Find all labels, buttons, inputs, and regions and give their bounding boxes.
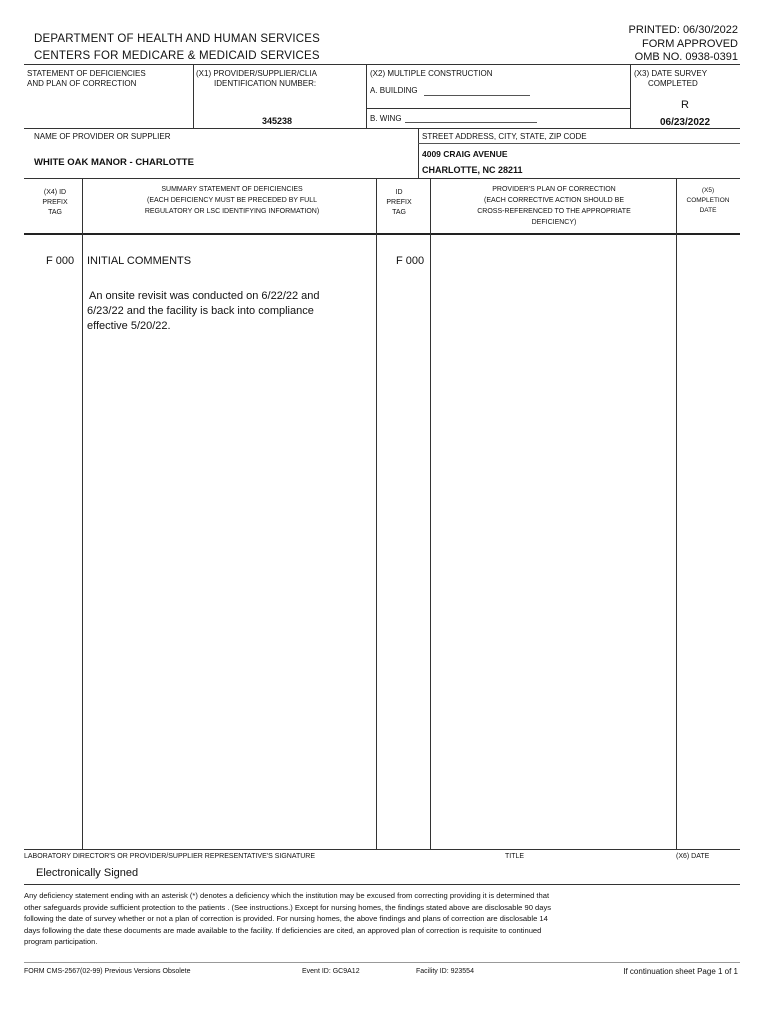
id-header-3: TAG bbox=[392, 209, 406, 216]
printed-date: PRINTED: 06/30/2022 bbox=[628, 24, 738, 36]
centers-name: CENTERS FOR MEDICARE & MEDICAID SERVICES bbox=[34, 50, 320, 62]
address-label: STREET ADDRESS, CITY, STATE, ZIP CODE bbox=[422, 132, 587, 141]
column-divider bbox=[676, 178, 677, 849]
statement-label-2: AND PLAN OF CORRECTION bbox=[27, 79, 137, 88]
x4-header-1: (X4) ID bbox=[43, 189, 67, 196]
provider-label: NAME OF PROVIDER OR SUPPLIER bbox=[34, 132, 171, 141]
disclaimer-line-4: days following the date these documents are made available to the facility. If deficiencies are cited, an approved plan of correction is requisite to continued bbox=[24, 925, 542, 935]
x1-label-1: (X1) PROVIDER/SUPPLIER/CLIA bbox=[196, 69, 317, 78]
page-indicator: If continuation sheet Page 1 of 1 bbox=[623, 967, 738, 976]
disclaimer bbox=[24, 890, 740, 948]
deficiency-text-line-3: effective 5/20/22. bbox=[87, 320, 171, 332]
signature-top-border bbox=[24, 849, 740, 850]
x5-header-2: COMPLETION bbox=[686, 197, 730, 204]
column-divider bbox=[430, 178, 431, 849]
x5-header-3: DATE bbox=[699, 207, 717, 214]
id-header-1: ID bbox=[395, 189, 403, 196]
summary-header-2: (EACH DEFICIENCY MUST BE PRECEDED BY FULL bbox=[147, 197, 317, 204]
omb-number: OMB NO. 0938-0391 bbox=[634, 51, 738, 63]
divider bbox=[366, 108, 630, 109]
id-header-2: PREFIX bbox=[386, 199, 412, 206]
event-id: Event ID: GC9A12 bbox=[302, 968, 360, 975]
statement-label-1: STATEMENT OF DEFICIENCIES bbox=[27, 69, 146, 78]
column-divider bbox=[376, 178, 377, 849]
summary-header-1: SUMMARY STATEMENT OF DEFICIENCIES bbox=[161, 186, 303, 193]
form-top-border bbox=[24, 64, 740, 65]
form-approved: FORM APPROVED bbox=[642, 38, 738, 50]
building-line bbox=[424, 95, 530, 96]
plan-header-1: PROVIDER'S PLAN OF CORRECTION bbox=[492, 186, 616, 193]
survey-completed-date: 06/23/2022 bbox=[659, 117, 711, 128]
city-state-zip: CHARLOTTE, NC 28211 bbox=[422, 165, 523, 175]
divider bbox=[24, 178, 740, 179]
x5-header-1: (X5) bbox=[701, 187, 715, 194]
plan-header-2: (EACH CORRECTIVE ACTION SHOULD BE bbox=[483, 197, 625, 204]
street-address: 4009 CRAIG AVENUE bbox=[422, 149, 508, 159]
column-divider bbox=[82, 178, 83, 849]
facility-id: Facility ID: 923554 bbox=[416, 968, 474, 975]
title-label: TITLE bbox=[505, 853, 525, 860]
provider-name: WHITE OAK MANOR - CHARLOTTE bbox=[34, 157, 194, 168]
survey-status: R bbox=[681, 99, 689, 111]
plan-header-3: CROSS-REFERENCED TO THE APPROPRIATE bbox=[477, 208, 631, 215]
signature-bottom-border bbox=[24, 884, 740, 885]
disclaimer-line-5: program participation. bbox=[24, 937, 98, 946]
divider bbox=[24, 128, 740, 129]
summary-header-3: REGULATORY OR LSC IDENTIFYING INFORMATION) bbox=[144, 208, 320, 215]
deficiency-tag: F 000 bbox=[46, 255, 75, 267]
deficiency-text-line-1: An onsite revisit was conducted on 6/22/22 and bbox=[89, 290, 320, 302]
department-name: DEPARTMENT OF HEALTH AND HUMAN SERVICES bbox=[34, 33, 320, 45]
x2-label: (X2) MULTIPLE CONSTRUCTION bbox=[370, 69, 493, 78]
x3-label-1: (X3) DATE SURVEY bbox=[634, 69, 708, 78]
provider-id-number: 345238 bbox=[262, 116, 293, 126]
disclaimer-line-1: Any deficiency statement ending with an asterisk (*) denotes a deficiency which the institution may be excused from correcting providing it is determined that bbox=[24, 891, 550, 900]
electronic-signature: Electronically Signed bbox=[36, 867, 139, 879]
divider bbox=[418, 143, 740, 144]
x6-date-label: (X6) DATE bbox=[676, 853, 710, 860]
x3-label-2: COMPLETED bbox=[648, 79, 698, 88]
deficiency-heading: INITIAL COMMENTS bbox=[87, 255, 192, 267]
building-label: A. BUILDING bbox=[370, 86, 418, 95]
divider bbox=[366, 64, 367, 128]
plan-header-4: DEFICIENCY) bbox=[531, 219, 577, 226]
x1-label-2: IDENTIFICATION NUMBER: bbox=[214, 79, 317, 88]
wing-label: B. WING bbox=[370, 114, 402, 123]
form-number: FORM CMS-2567(02-99) Previous Versions Obsolete bbox=[24, 968, 191, 975]
disclaimer-line-3: following the date of survey whether or not a plan of correction is provided. For nursing homes, the above findings and plans of correction are disclosable 14 bbox=[24, 914, 548, 923]
x4-header-3: TAG bbox=[48, 209, 62, 216]
divider bbox=[193, 64, 194, 128]
header-bottom-border bbox=[24, 233, 740, 235]
correction-tag: F 000 bbox=[396, 255, 425, 267]
signature-label: LABORATORY DIRECTOR'S OR PROVIDER/SUPPLIER REPRESENTATIVE'S SIGNATURE bbox=[24, 853, 316, 860]
footer-border bbox=[24, 962, 740, 963]
deficiency-text-line-2: 6/23/22 and the facility is back into compliance bbox=[87, 305, 314, 317]
x4-header-2: PREFIX bbox=[42, 199, 68, 206]
wing-line bbox=[405, 122, 537, 123]
disclaimer-line-2: other safeguards provide sufficient protection to the patients . (See instructions.) Except for nursing homes, the findings stated above are disclosable 90 days bbox=[24, 902, 552, 912]
divider bbox=[418, 128, 419, 178]
